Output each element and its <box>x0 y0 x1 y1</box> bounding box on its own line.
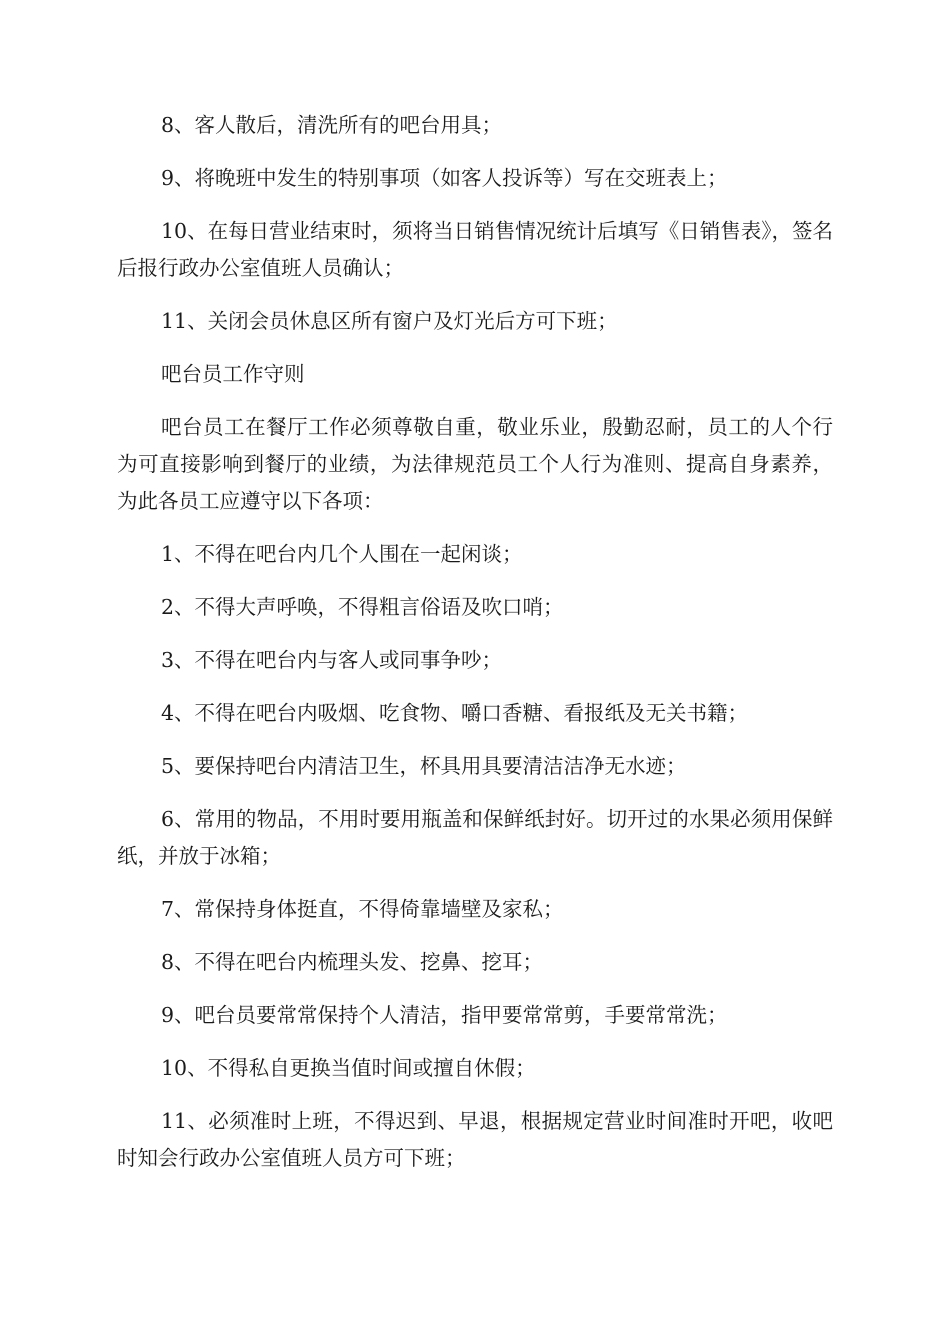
paragraph-item-8-cleanup: 8、客人散后，清洗所有的吧台用具； <box>161 113 503 137</box>
rule-item-6: 6、常用的物品，不用时要用瓶盖和保鲜纸封好。切开过的水果必须用保鲜纸，并放于冰箱； <box>117 807 833 868</box>
paragraph-item-10-sales: 10、在每日营业结束时，须将当日销售情况统计后填写《日销售表》，签名后报行政办公室值班人员确认； <box>117 219 833 280</box>
rule-item-4: 4、不得在吧台内吸烟、吃食物、嚼口香糖、看报纸及无关书籍； <box>161 701 749 725</box>
rule-item-7: 7、常保持身体挺直，不得倚靠墙壁及家私； <box>161 897 564 921</box>
rule-item-9: 9、吧台员要常常保持个人清洁，指甲要常常剪，手要常常洗； <box>161 1003 728 1027</box>
rule-item-2: 2、不得大声呼唤，不得粗言俗语及吹口哨； <box>161 595 564 619</box>
rule-item-11: 11、必须准时上班，不得迟到、早退，根据规定营业时间准时开吧，收吧时知会行政办公室值班人员方可下班； <box>117 1109 833 1170</box>
rule-item-8: 8、不得在吧台内梳理头发、挖鼻、挖耳； <box>161 950 544 974</box>
rule-item-5: 5、要保持吧台内清洁卫生，杯具用具要清洁洁净无水迹； <box>161 754 687 778</box>
rule-item-10: 10、不得私自更换当值时间或擅自休假； <box>161 1056 536 1080</box>
paragraph-item-9-report: 9、将晚班中发生的特别事项（如客人投诉等）写在交班表上； <box>161 166 728 190</box>
section-intro: 吧台员工在餐厅工作必须尊敬自重，敬业乐业，殷勤忍耐，员工的人个行为可直接影响到餐厅的业绩，为法律规范员工个人行为准则、提高自身素养，为此各员工应遵守以下各项： <box>117 415 833 513</box>
rule-item-3: 3、不得在吧台内与客人或同事争吵； <box>161 648 503 672</box>
section-heading: 吧台员工作守则 <box>161 362 305 386</box>
document-body <box>117 107 833 1193</box>
paragraph-item-11-close: 11、关闭会员休息区所有窗户及灯光后方可下班； <box>161 309 618 333</box>
rule-item-1: 1、不得在吧台内几个人围在一起闲谈； <box>161 542 523 566</box>
